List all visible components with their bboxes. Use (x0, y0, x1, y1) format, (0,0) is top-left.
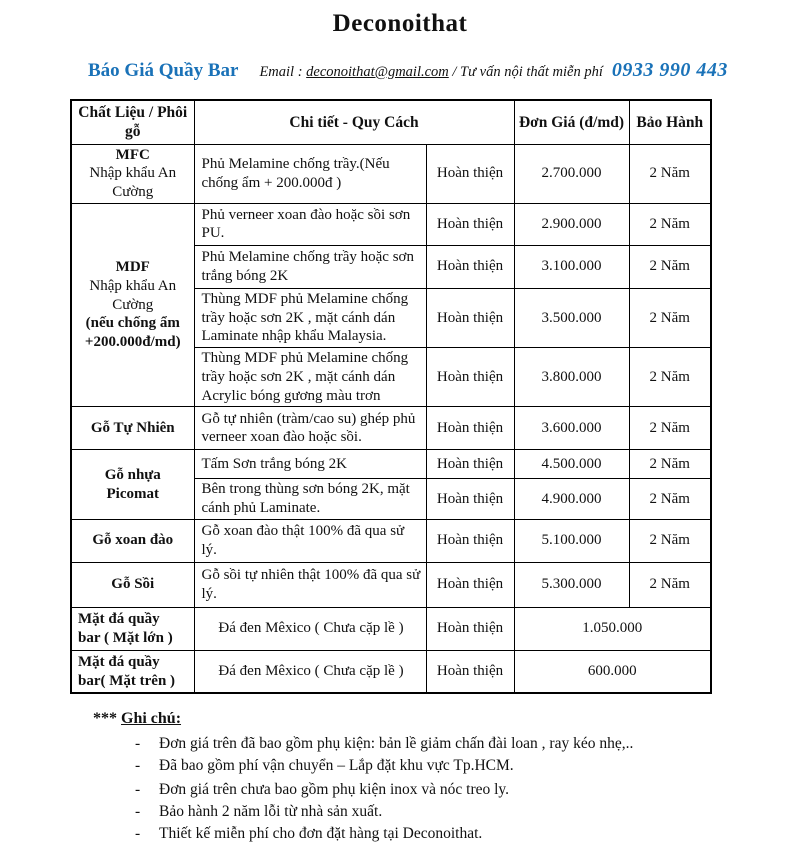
note-text: Thiết kế miễn phí cho đơn đặt hàng tại Deconoithat. (159, 825, 483, 843)
col-header-warranty: Bảo Hành (629, 100, 711, 144)
email-label: Email : (259, 64, 303, 80)
note-dash: - (135, 781, 141, 799)
material-cell-stone-upper: Mặt đá quầy bar( Mặt trên ) (71, 650, 194, 693)
warranty-cell: 2 Năm (629, 562, 711, 607)
note-text: Bảo hành 2 năm lỗi từ nhà sản xuất. (159, 803, 383, 821)
note-item (93, 823, 800, 844)
material-name: Gỗ nhựa Picomat (104, 466, 161, 502)
price-table (70, 99, 712, 694)
detail-cell: Phủ verneer xoan đào hoặc sồi sơn PU. (194, 203, 426, 245)
table-row-natural (71, 407, 711, 450)
finish-cell: Hoàn thiện (426, 519, 514, 562)
note-dash: - (135, 825, 141, 843)
detail-cell: Bên trong thùng sơn bóng 2K, mặt cánh phủ Laminate. (194, 479, 426, 520)
detail-cell: Gỗ tự nhiên (tràm/cao su) ghép phủ verneer xoan đào hoặc sồi. (194, 407, 426, 450)
detail-cell: Tấm Sơn trắng bóng 2K (194, 450, 426, 479)
note-item (93, 733, 800, 754)
note-text: Đơn giá trên chưa bao gồm phụ kiện inox và nóc treo ly. (159, 781, 510, 799)
subheader (88, 59, 800, 82)
contact-line (259, 64, 602, 81)
warranty-cell: 2 Năm (629, 144, 711, 203)
col-header-detail: Chi tiết - Quy Cách (194, 100, 514, 144)
material-origin: Nhập khẩu An Cường (89, 165, 177, 200)
price-cell: 2.700.000 (514, 144, 629, 203)
material-name: MDF (115, 259, 150, 276)
note-item (93, 801, 800, 822)
detail-cell: Gỗ xoan đào thật 100% đã qua sử lý. (194, 519, 426, 562)
finish-cell: Hoàn thiện (426, 288, 514, 347)
note-dash: - (135, 735, 141, 753)
material-cell-soi: Gỗ Sồi (71, 562, 194, 607)
price-cell: 2.900.000 (514, 203, 629, 245)
note-text: Đơn giá trên đã bao gồm phụ kiện: bản lề giảm chấn đài loan , ray kéo nhẹ,.. (159, 735, 634, 753)
notes-section (93, 710, 800, 844)
finish-cell: Hoàn thiện (426, 450, 514, 479)
finish-cell: Hoàn thiện (426, 407, 514, 450)
price-cell: 3.600.000 (514, 407, 629, 450)
table-header-row (71, 100, 711, 144)
finish-cell: Hoàn thiện (426, 562, 514, 607)
document-page (0, 10, 800, 843)
col-header-price: Đơn Giá (đ/md) (514, 100, 629, 144)
price-cell: 600.000 (514, 650, 711, 693)
finish-cell: Hoàn thiện (426, 650, 514, 693)
material-name: MFC (115, 146, 150, 163)
email-link[interactable]: deconoithat@gmail.com (306, 64, 449, 80)
material-cell-xoan-dao: Gỗ xoan đào (71, 519, 194, 562)
warranty-cell: 2 Năm (629, 479, 711, 520)
detail-cell: Phủ Melamine chống trầy.(Nếu chống ẩm + 200.000đ ) (194, 144, 426, 203)
note-text: Đã bao gồm phí vận chuyển – Lắp đặt khu vực Tp.HCM. (159, 757, 514, 775)
detail-cell: Thùng MDF phủ Melamine chống trầy hoặc sơn 2K , mặt cánh dán Laminate nhập khẩu Malaysia. (194, 288, 426, 347)
price-cell: 5.100.000 (514, 519, 629, 562)
col-header-material: Chất Liệu / Phôi gỗ (71, 100, 194, 144)
finish-cell: Hoàn thiện (426, 479, 514, 520)
price-cell: 5.300.000 (514, 562, 629, 607)
note-dash: - (135, 757, 141, 775)
finish-cell: Hoàn thiện (426, 348, 514, 407)
price-cell: 3.800.000 (514, 348, 629, 407)
warranty-cell: 2 Năm (629, 203, 711, 245)
detail-cell: Đá đen Mêxico ( Chưa cặp lề ) (194, 607, 426, 650)
quote-title: Báo Giá Quầy Bar (88, 60, 239, 81)
notes-heading: Ghi chú: (121, 710, 182, 728)
phone-number: 0933 990 443 (611, 59, 728, 81)
table-row-xoan-dao (71, 519, 711, 562)
warranty-cell: 2 Năm (629, 288, 711, 347)
table-row-soi (71, 562, 711, 607)
notes-marker: *** (93, 710, 117, 728)
material-note: (nếu chống ẩm +200.000đ/md) (84, 315, 181, 351)
note-item (93, 755, 800, 776)
finish-cell: Hoàn thiện (426, 144, 514, 203)
price-cell: 1.050.000 (514, 607, 711, 650)
material-cell-mdf (71, 203, 194, 407)
material-cell-stone-large: Mặt đá quầy bar ( Mặt lớn ) (71, 607, 194, 650)
material-origin: Nhập khẩu An Cường (89, 277, 177, 313)
page-title: Deconoithat (332, 10, 468, 37)
detail-cell: Phủ Melamine chống trầy hoặc sơn trắng bóng 2K (194, 245, 426, 288)
price-cell: 4.500.000 (514, 450, 629, 479)
note-item (93, 779, 800, 800)
warranty-cell: 2 Năm (629, 407, 711, 450)
warranty-cell: 2 Năm (629, 348, 711, 407)
notes-title (93, 710, 800, 728)
table-row-mdf-1 (71, 203, 711, 245)
price-cell: 4.900.000 (514, 479, 629, 520)
price-cell: 3.500.000 (514, 288, 629, 347)
finish-cell: Hoàn thiện (426, 607, 514, 650)
contact-tagline: / Tư vấn nội thất miễn phí (452, 64, 603, 80)
table-row-stone-large (71, 607, 711, 650)
finish-cell: Hoàn thiện (426, 203, 514, 245)
warranty-cell: 2 Năm (629, 245, 711, 288)
table-row-picomat-1 (71, 450, 711, 479)
warranty-cell: 2 Năm (629, 450, 711, 479)
table-row-mfc (71, 144, 711, 203)
material-cell-mfc (71, 144, 194, 203)
table-row-stone-upper (71, 650, 711, 693)
note-dash: - (135, 803, 141, 821)
finish-cell: Hoàn thiện (426, 245, 514, 288)
detail-cell: Gỗ sồi tự nhiên thật 100% đã qua sử lý. (194, 562, 426, 607)
price-cell: 3.100.000 (514, 245, 629, 288)
warranty-cell: 2 Năm (629, 519, 711, 562)
material-cell-picomat (71, 450, 194, 520)
material-cell-natural: Gỗ Tự Nhiên (71, 407, 194, 450)
detail-cell: Đá đen Mêxico ( Chưa cặp lề ) (194, 650, 426, 693)
detail-cell: Thùng MDF phủ Melamine chống trầy hoặc sơn 2K , mặt cánh dán Acrylic bóng gương màu trơn (194, 348, 426, 407)
